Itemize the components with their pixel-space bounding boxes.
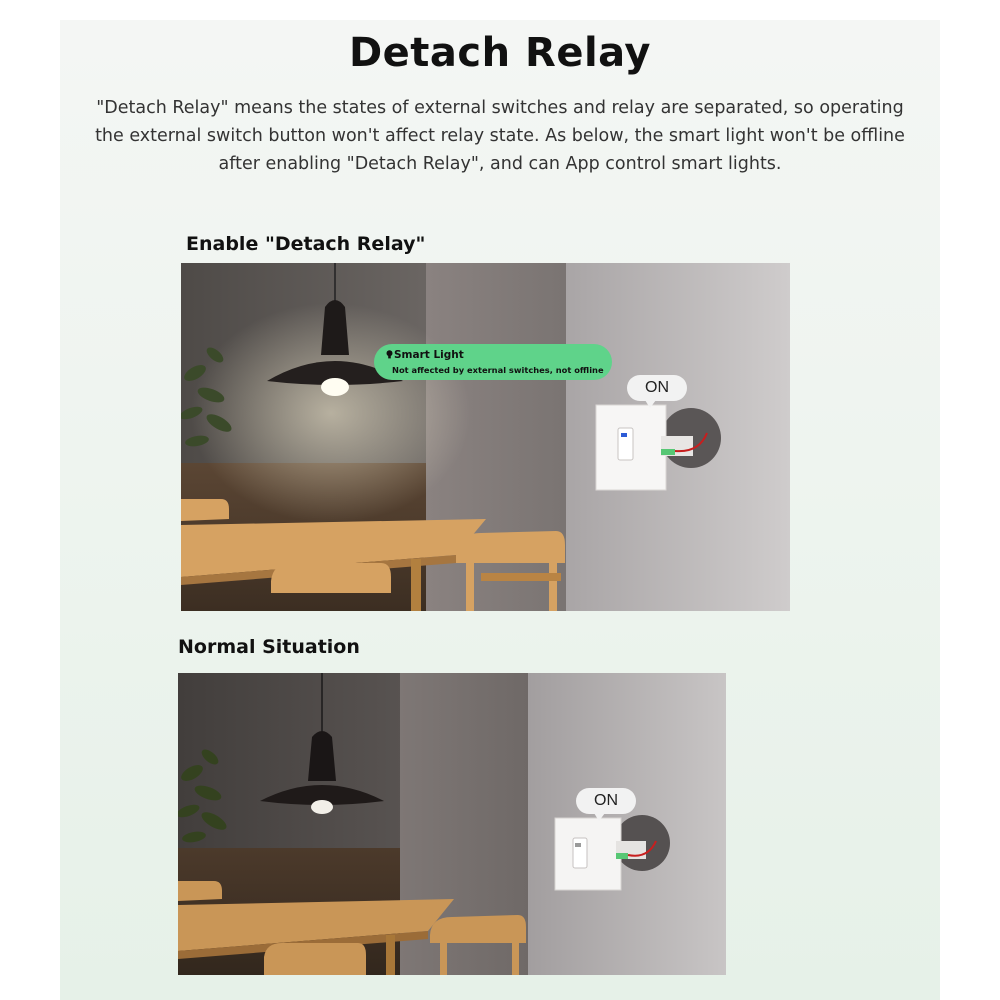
switch-state-badge: ON <box>576 788 636 814</box>
section-label-enable: Enable "Detach Relay" <box>186 233 426 255</box>
lightbulb-icon <box>386 350 393 359</box>
callout-subtitle: Not affected by external switches, not offline <box>392 365 604 375</box>
room-illustration <box>178 673 726 975</box>
scene-enable-detach-relay <box>181 263 790 611</box>
page-title: Detach Relay <box>348 30 652 76</box>
callout-title: Smart Light <box>394 349 464 361</box>
page-description: "Detach Relay" means the states of external switches and relay are separated, so operating the external switch button won't affect relay state. As below, the smart light won't be offline after enabling "Detach Relay", and can App control smart lights. <box>95 98 905 174</box>
scene-normal-situation <box>178 673 726 975</box>
smart-light-callout <box>374 344 612 380</box>
switch-state-badge: ON <box>627 375 687 401</box>
room-illustration <box>181 263 790 611</box>
section-label-normal: Normal Situation <box>178 636 360 658</box>
